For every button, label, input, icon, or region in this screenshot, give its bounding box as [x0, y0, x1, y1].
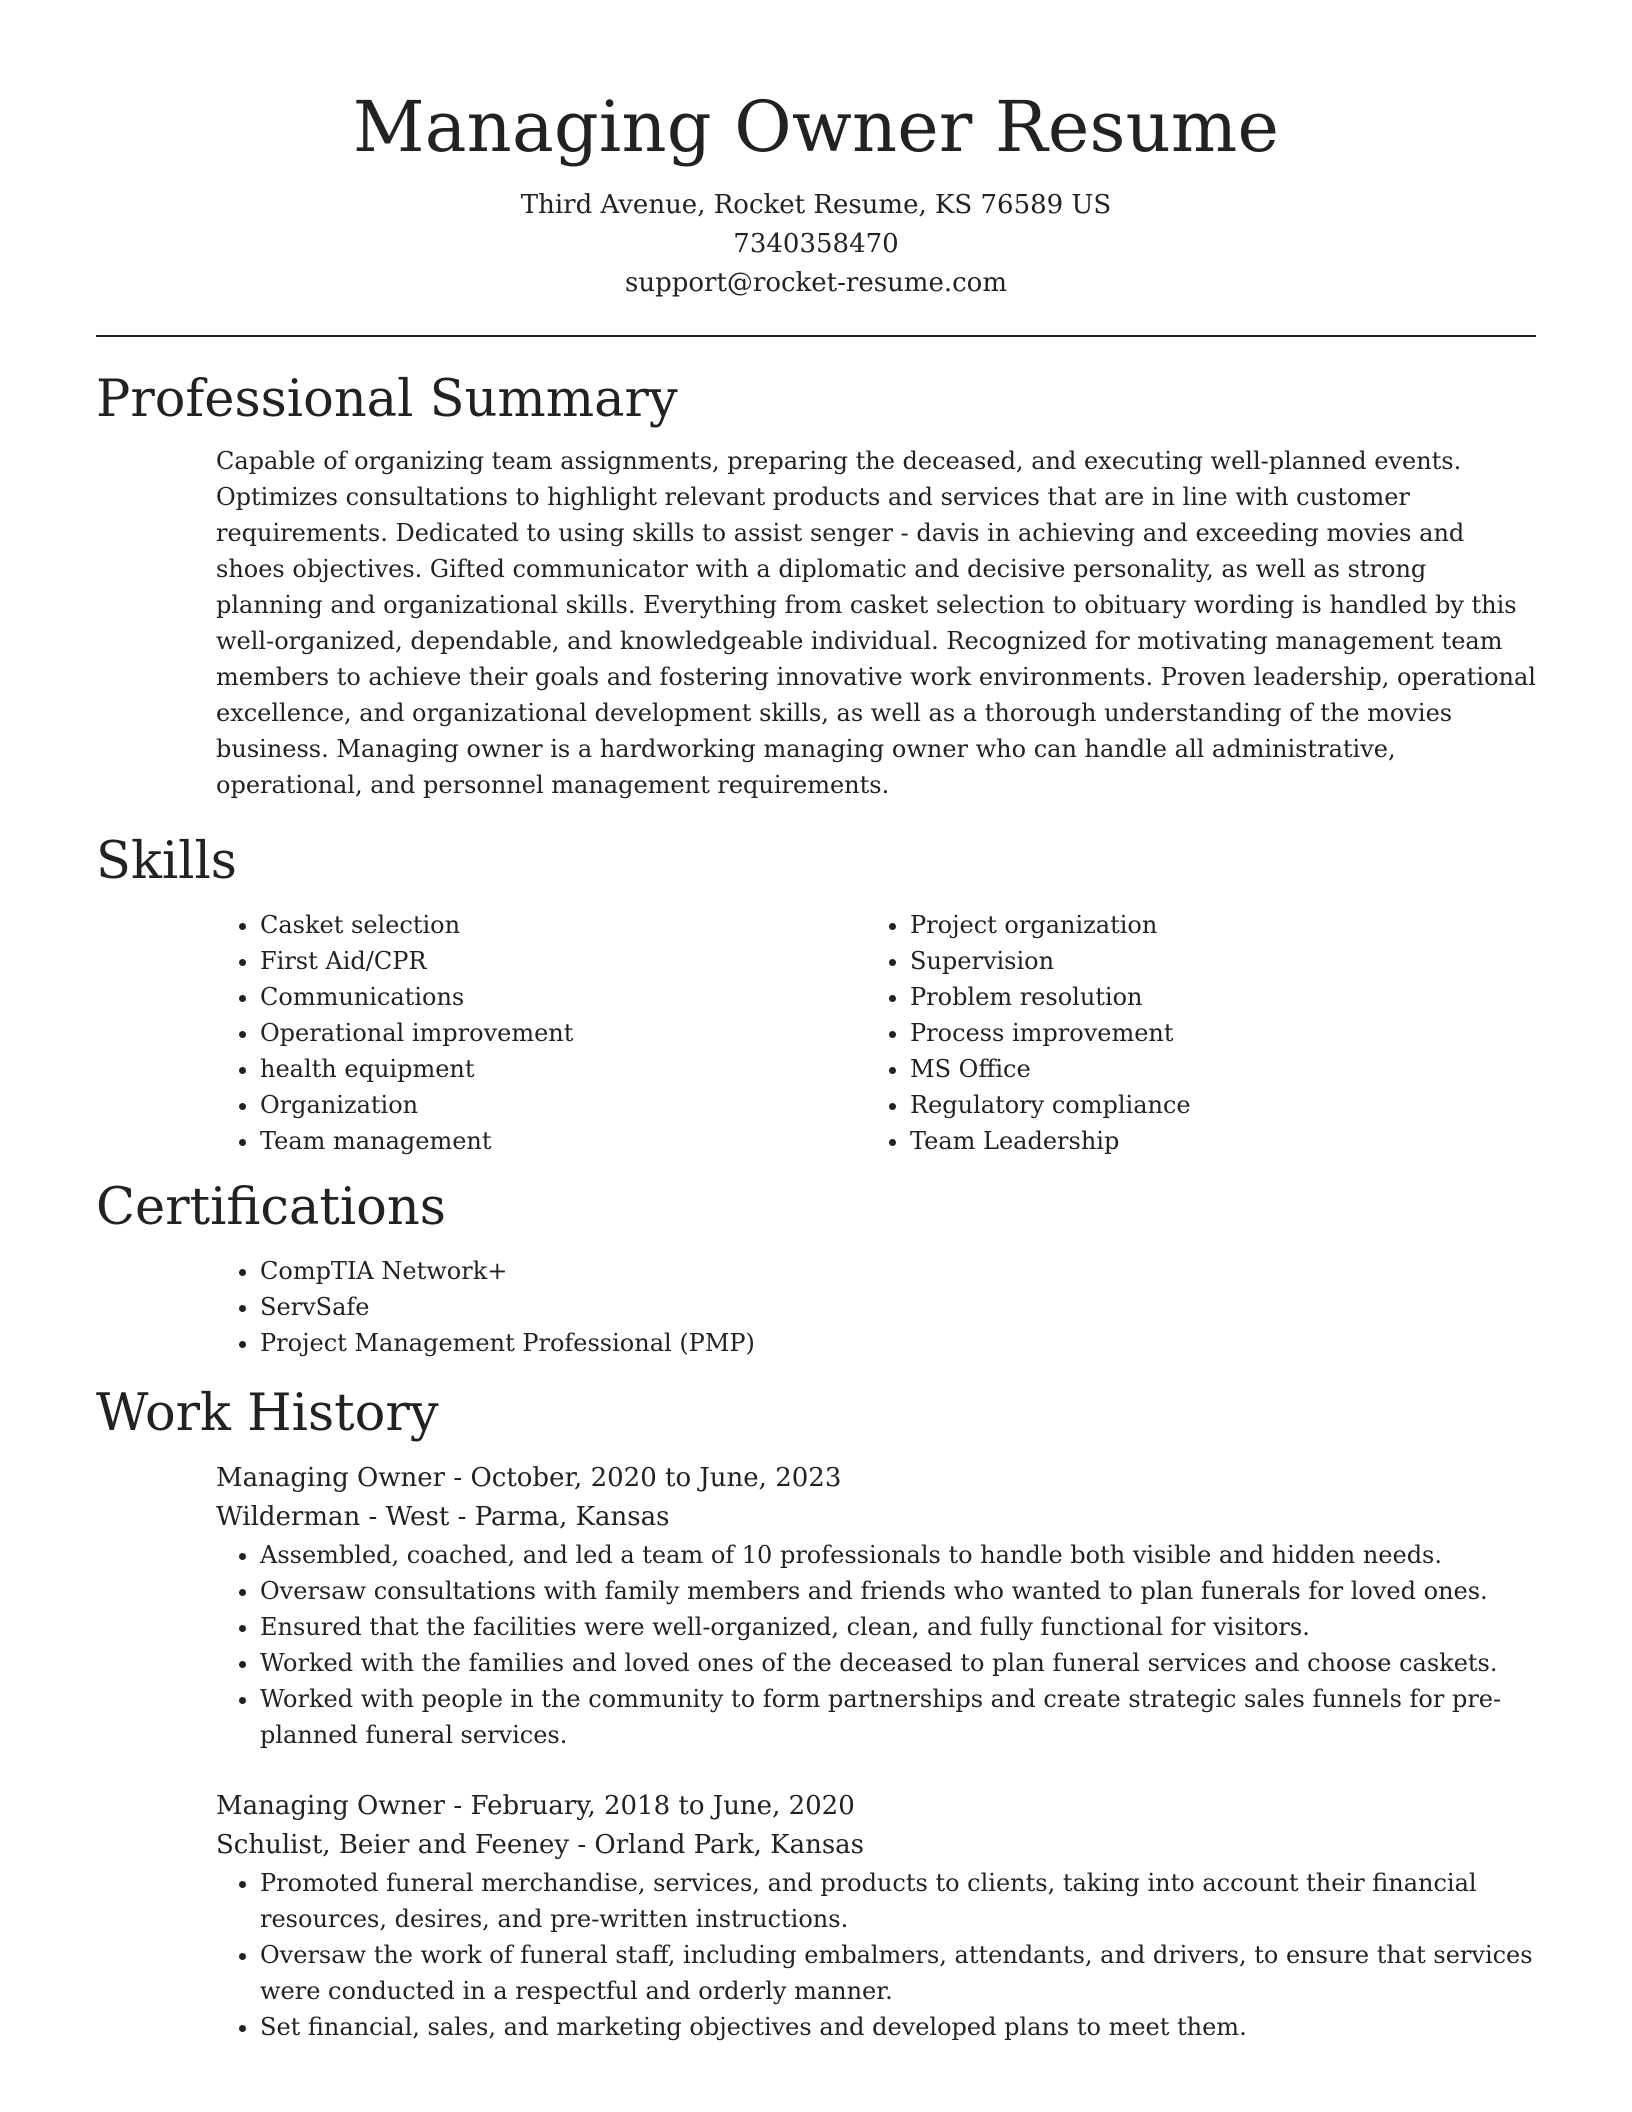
certification-item: • Project Management Professional (PMP)	[260, 1325, 1536, 1361]
resume-page	[96, 0, 1536, 2045]
header-divider	[96, 335, 1536, 337]
job-title-line: Managing Owner - October, 2020 to June, 2023	[216, 1463, 842, 1493]
professional-summary-heading: Professional Summary	[96, 370, 678, 429]
resume-header	[96, 0, 1536, 303]
skill-item: • First Aid/CPR	[260, 943, 866, 979]
job-title: Managing Owner	[216, 1791, 446, 1821]
job-dates: October, 2020 to June, 2023	[470, 1463, 842, 1493]
job-company: Schulist, Beier and Feeney	[216, 1830, 570, 1860]
skill-item: • Regulatory compliance	[910, 1087, 1516, 1123]
certifications-heading: Certifications	[96, 1178, 446, 1237]
job-duty-item: • Assembled, coached, and led a team of 10 professionals to handle both visible and hidden needs.	[260, 1537, 1536, 1573]
job-duty-item: • Set financial, sales, and marketing objectives and developed plans to meet them.	[260, 2009, 1536, 2045]
skills-section	[96, 833, 1536, 1159]
skill-item: • Operational improvement	[260, 1015, 866, 1051]
skill-item: • Organization	[260, 1087, 866, 1123]
phone-number: 7340358470	[733, 229, 899, 259]
email-address: support@rocket-resume.com	[624, 268, 1007, 298]
skill-item: • Communications	[260, 979, 866, 1015]
skill-item: • Process improvement	[910, 1015, 1516, 1051]
job-duties	[216, 1865, 1536, 2045]
skill-item: • health equipment	[260, 1051, 866, 1087]
job-entry	[216, 1787, 1536, 2045]
skill-item: • Team Leadership	[910, 1123, 1516, 1159]
job-location: Orland Park, Kansas	[594, 1830, 865, 1860]
job-duty-item: • Promoted funeral merchandise, services, and products to clients, taking into account their financial resources, desires, and pre-written instructions.	[260, 1865, 1536, 1937]
job-company: Wilderman - West	[216, 1502, 450, 1532]
work-history-heading: Work History	[96, 1384, 439, 1443]
skills-column-left	[216, 907, 866, 1159]
job-location: Parma, Kansas	[474, 1502, 670, 1532]
job-duty-item: • Oversaw consultations with family members and friends who wanted to plan funerals for loved ones.	[260, 1573, 1536, 1609]
professional-summary-section	[96, 371, 1536, 803]
certifications-section	[96, 1179, 1536, 1361]
professional-summary-text: Capable of organizing team assignments, preparing the deceased, and executing well-planned events. Optimizes consultations to highlight relevant products and services that are in line with customer requirements. Dedicated to using skills to assist senger - davis in achieving and exceeding movies and shoes objectives. Gifted communicator with a diplomatic and decisive personality, as well as strong planning and organizational skills. Everything from casket selection to obituary wording is handled by this well-organized, dependable, and knowledgeable individual. Recognized for motivating management team members to achieve their goals and fostering innovative work environments. Proven leadership, operational excellence, and organizational development skills, as well as a thorough understanding of the movies business. Managing owner is a hardworking managing owner who can handle all administrative, operational, and personnel management requirements.	[216, 447, 1536, 799]
skill-item: • MS Office	[910, 1051, 1516, 1087]
work-history-section	[96, 1385, 1536, 2045]
job-title-line: Managing Owner - February, 2018 to June, 2020	[216, 1791, 855, 1821]
skills-column-right	[866, 907, 1516, 1159]
skills-heading: Skills	[96, 832, 237, 891]
skill-item: • Casket selection	[260, 907, 866, 943]
certification-item: • CompTIA Network+	[260, 1253, 1536, 1289]
job-title: Managing Owner	[216, 1463, 446, 1493]
job-duty-item: • Worked with the families and loved ones of the deceased to plan funeral services and choose caskets.	[260, 1645, 1536, 1681]
job-company-line: Wilderman - West - Parma, Kansas	[216, 1502, 670, 1532]
skill-item: • Problem resolution	[910, 979, 1516, 1015]
certification-item: • ServSafe	[260, 1289, 1536, 1325]
job-company-line: Schulist, Beier and Feeney - Orland Park, Kansas	[216, 1830, 865, 1860]
job-entry	[216, 1459, 1536, 1753]
skill-item: • Team management	[260, 1123, 866, 1159]
resume-title: Managing Owner Resume	[352, 86, 1280, 168]
address: Third Avenue, Rocket Resume, KS 76589 US	[520, 190, 1112, 220]
job-duties	[216, 1537, 1536, 1753]
job-duty-item: • Oversaw the work of funeral staff, including embalmers, attendants, and drivers, to ensure that services were conducted in a respectful and orderly manner.	[260, 1937, 1536, 2009]
job-duty-item: • Ensured that the facilities were well-organized, clean, and fully functional for visitors.	[260, 1609, 1536, 1645]
skill-item: • Project organization	[910, 907, 1516, 943]
job-duty-item: • Worked with people in the community to form partnerships and create strategic sales funnels for pre-planned funeral services.	[260, 1681, 1536, 1753]
skill-item: • Supervision	[910, 943, 1516, 979]
job-dates: February, 2018 to June, 2020	[470, 1791, 855, 1821]
